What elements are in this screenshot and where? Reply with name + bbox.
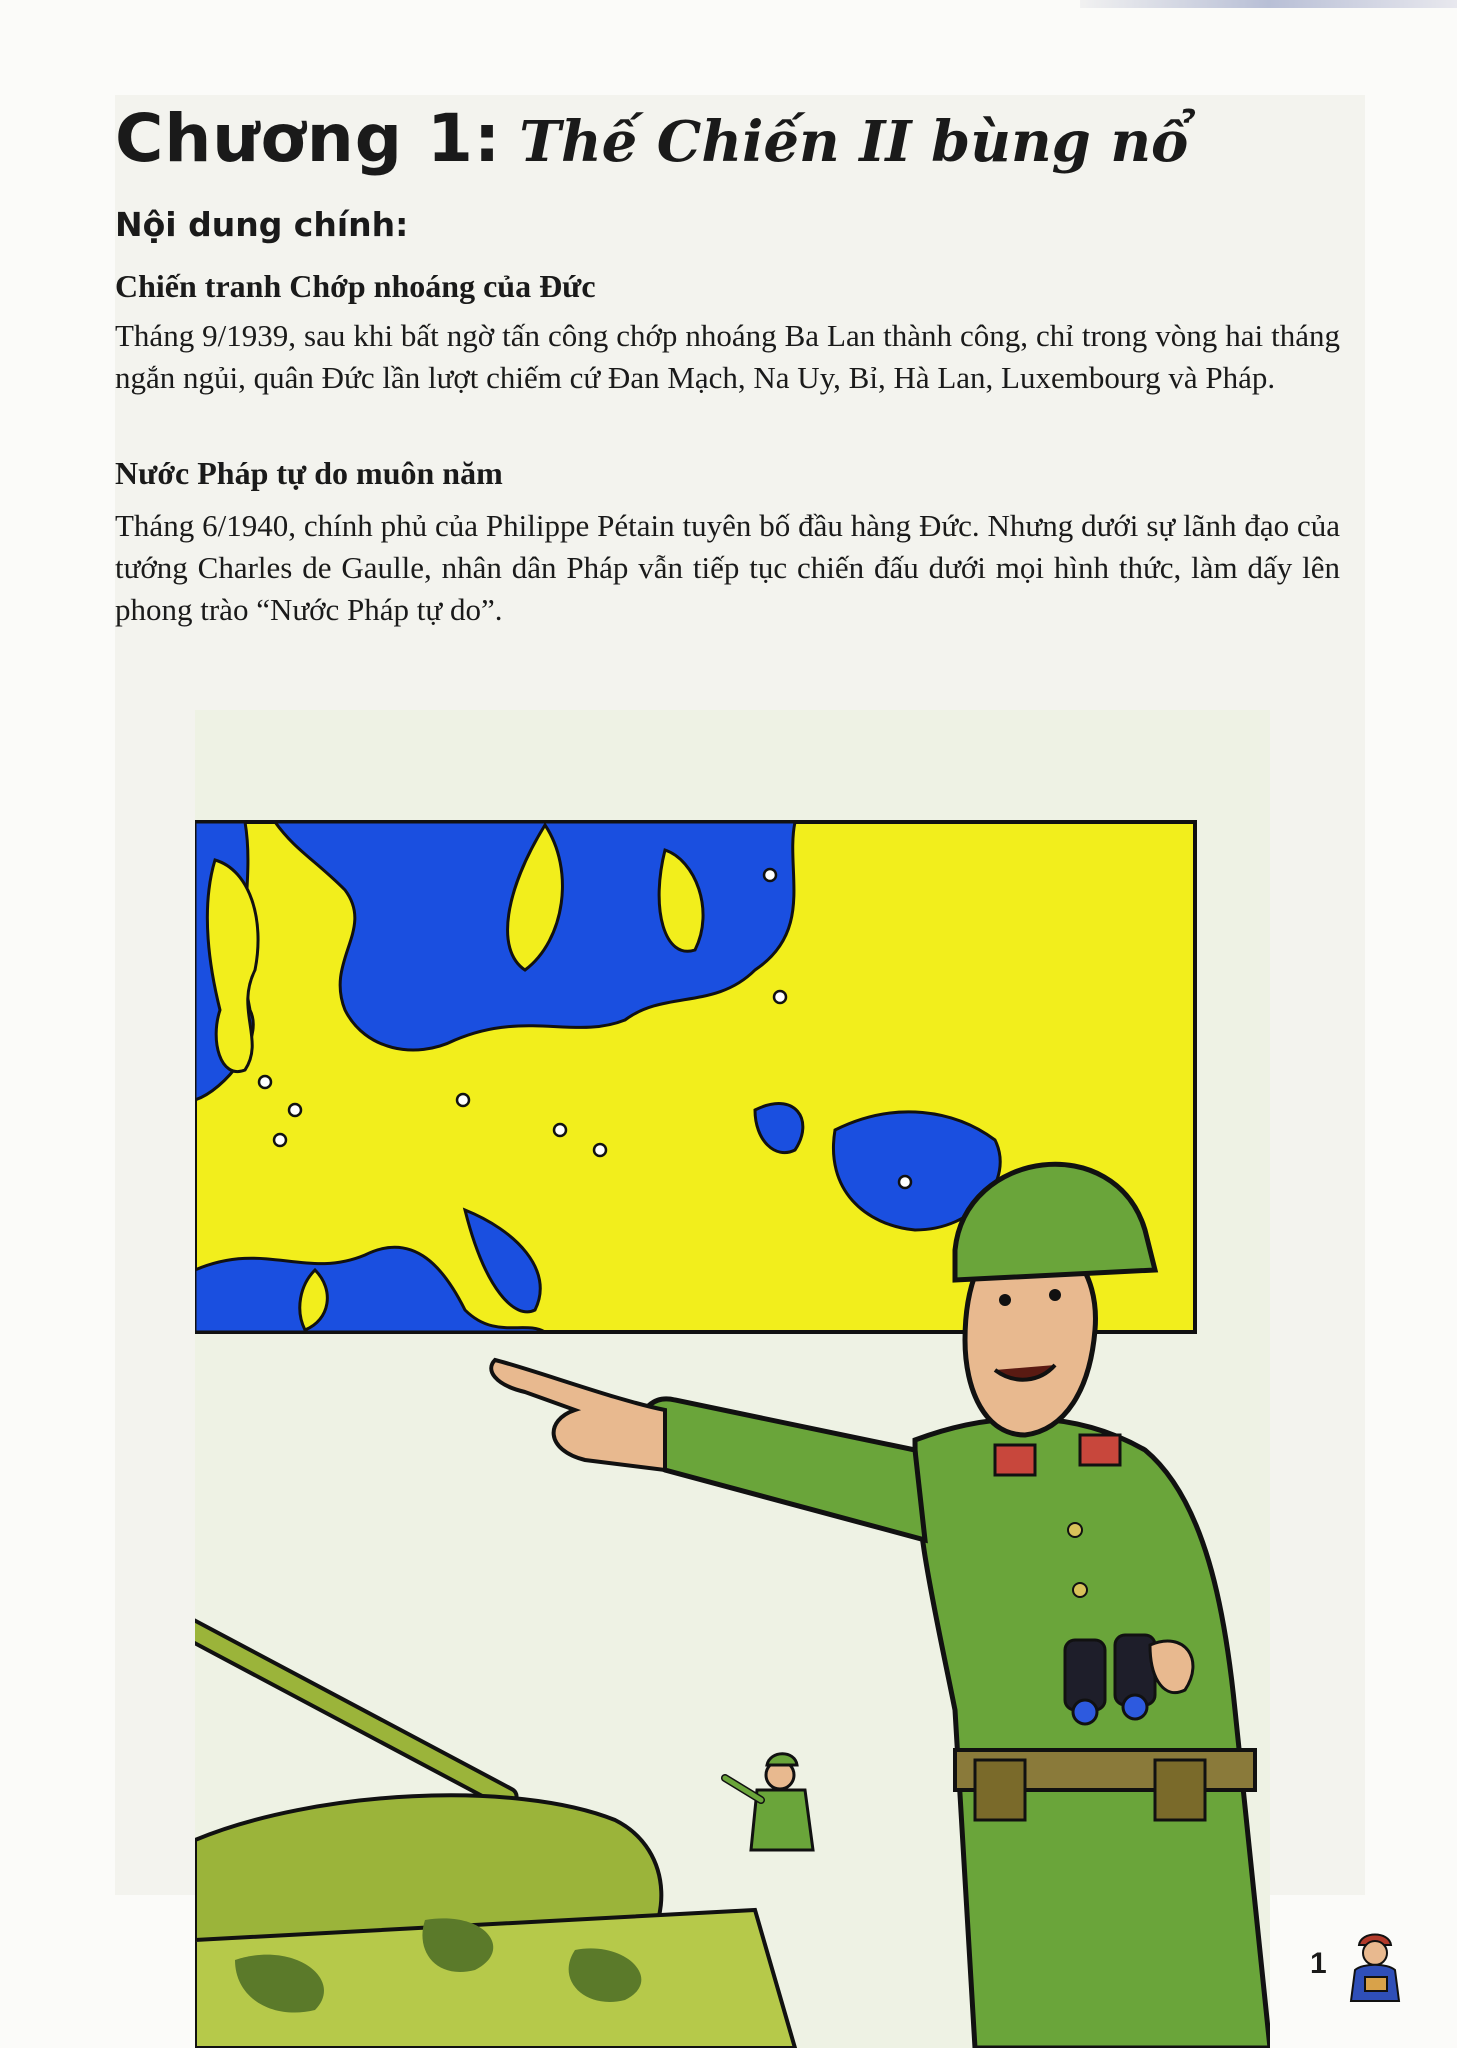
tank-crewman-icon (725, 1754, 813, 1850)
free-france-paragraph: Tháng 6/1940, chính phủ của Philippe Pétain tuyên bố đầu hàng Đức. Nhưng dưới sự lãnh đạo của tướng Charles de Gaulle, nhân dân Pháp vẫn tiếp tục chiến đấu dưới mọi hình thức, làm dấy lên phong trào “Nước Pháp tự do”. (115, 508, 1340, 627)
chapter-number: Chương 1: (115, 100, 502, 177)
tank-icon (195, 1610, 795, 2048)
chapter-subtitle: Thế Chiến II bùng nổ (519, 109, 1189, 175)
blitzkrieg-paragraph: Tháng 9/1939, sau khi bất ngờ tấn công chớp nhoáng Ba Lan thành công, chỉ trong vòng hai tháng ngắn ngủi, quân Đức lần lượt chiếm cứ Đan Mạch, Na Uy, Bỉ, Hà Lan, Luxembourg và Pháp. (115, 318, 1340, 395)
mascot-icon (1345, 1925, 1405, 2003)
page-number: 1 (1310, 1947, 1327, 1980)
blitzkrieg-heading: Chiến tranh Chớp nhoáng của Đức (115, 268, 596, 304)
main-content-heading: Nội dung chính: (115, 205, 409, 244)
page-top-edge (1080, 0, 1457, 8)
comic-illustration (195, 710, 1270, 2048)
free-france-heading: Nước Pháp tự do muôn năm (115, 455, 503, 491)
chapter-title (115, 100, 1188, 177)
